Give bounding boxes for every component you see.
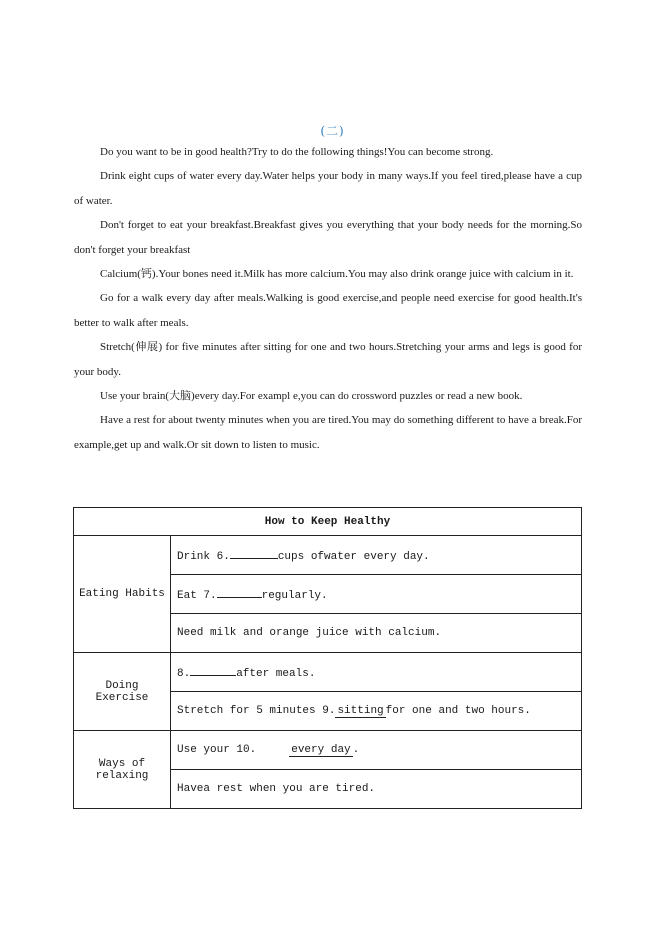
row-text: . [352,743,360,756]
answer-10[interactable]: every day [291,743,351,756]
section-title: (二) [320,124,345,138]
reading-passage [74,140,582,457]
row-text: Havea rest when you are tired. [177,783,376,795]
paragraph-5: Go for a walk every day after meals.Walking is good exercise,and people need exercise for good health.It's better to walk after meals. [74,292,582,329]
row-text: Use your 10. [177,743,257,756]
row-text: after meals. [236,668,316,680]
table-row [171,731,582,770]
answer-9[interactable]: sitting [337,704,384,717]
paragraph-6: Stretch(伸展) for five minutes after sitting for one and two hours.Stretching your arms and legs is good for your body. [74,341,582,378]
paragraph-4: Calcium(钙).Your bones need it.Milk has more calcium.You may also drink orange juice with calcium in it. [100,268,574,281]
answer-blank-7[interactable] [217,586,262,598]
category-doing-exercise: Doing Exercise [74,653,171,731]
answer-blank-6[interactable] [230,547,278,559]
paragraph-2: Drink eight cups of water every day.Water helps your body in many ways.If you feel tired,please have a cup of water. [74,170,582,207]
paragraph-3: Don't forget to eat your breakfast.Breakfast gives you everything that your body needs for the morning.So don't forget your breakfast [74,219,582,256]
row-text: for one and two hours. [385,704,531,717]
table-row [171,692,582,731]
row-text: 8. [177,668,191,680]
table-row [171,536,582,575]
row-text: Need milk and orange juice with calcium. [177,627,442,639]
row-text: Drink 6. [177,551,230,563]
table-row [171,653,582,692]
category-eating-habits: Eating Habits [74,536,171,653]
table-row [171,575,582,614]
row-text: Eat 7. [177,590,217,602]
paragraph-8: Have a rest for about twenty minutes when you are tired.You may do something different to have a break.For example,get up and walk.Or sit down to listen to music. [74,414,582,451]
table-title: How to Keep Healthy [74,508,582,536]
paragraph-1: Do you want to be in good health?Try to do the following things!You can become strong. [100,146,494,158]
category-ways-of-relaxing: Ways of relaxing [74,731,171,809]
answer-blank-8[interactable] [190,664,236,676]
row-text: regularly. [261,590,328,602]
healthy-table [73,507,582,809]
table-row [171,614,582,653]
row-text: Stretch for 5 minutes 9. [177,704,336,717]
paragraph-7: Use your brain(大脑)every day.For exampl e,you can do crossword puzzles or read a new book. [100,390,523,403]
row-text: cups ofwater every day. [277,551,430,563]
table-row [171,770,582,809]
